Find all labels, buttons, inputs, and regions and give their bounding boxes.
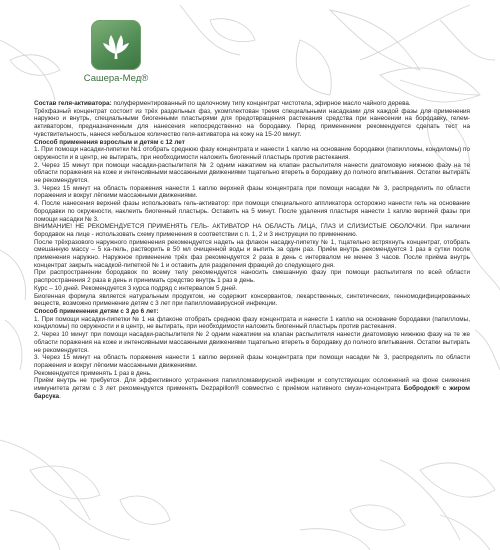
magnolia-flower-icon	[91, 20, 141, 70]
brand-logo	[78, 20, 154, 84]
paragraph: Состав геля-активатора: полуферментированный по щелочному типу концентрат чистотела, эфирное масло чайного дерева.	[34, 100, 411, 107]
paragraph: ВНИМАНИЕ! НЕ РЕКОМЕНДУЕТСЯ ПРИМЕНЯТЬ ГЕЛЬ- АКТИВАТОР НА ОБЛАСТЬ ЛИЦА, ГЛАЗ И СЛИЗИСТЫЕ ОБОЛОЧКИ. При наличии бородавок на лице - использовать схему применения в соответствии с п. 1, 2 и 3 инструкции по применению.	[34, 223, 470, 238]
paragraph: 3. Через 15 минут на область поражения нанести 1 каплю верхней фазы концентрата при помощи насадки № 3, распределить по области поражения и вокруг лёгкими массажными движениями.	[34, 184, 470, 200]
paragraph: 4. После нанесения верхней фазы использовать гель-активатор: при помощи специального аппликатора осторожно нанести гель на основание бородавки по окружности, наклеить биогенный пластырь. Оставить на 5 минут. После удаления пластыря нанести 1 каплю верхней фазы при помощи насадки № 3.	[34, 200, 470, 223]
paragraph: После трёхразового наружного применения рекомендуется надеть на флакон насадку-пипетку № 1, тщательно встряхнуть концентрат, отобрать смешанную массу – 5 ка-пель, растворить в 50 мл очищенной воды и выпить за один раз. Приём внутрь рекомендуется 1 раз в сутки после применения наружно. Наружное применение трёх фаз рекомендуется 2 раза в день с интервалом не менее 3 часов. После приёма внутрь концентрат закрыть насадкой-пипеткой № 1 и оставить для разделения фракций до следующего дня.	[34, 238, 470, 269]
paragraph: 1. При помощи насадки-пипетки №1 отобрать среднюю фазу концентрата и нанести 1 каплю на основание бородавки (папилломы, кондиломы) по окружности и в центр, не вытирать, при необходимости наложить биогенный пластырь против растекания.	[34, 146, 470, 161]
paragraph: Рекомендуется применять 1 раз в день.	[34, 369, 152, 377]
paragraph: Приём внутрь не требуется. Для эффективного устранения папилломавирусной инфекции и сопутствующих осложнений на фоне снижения иммунитета детям с 3 лет рекомендуется применять Dezpapillon® совместно с приёмом нативного смузи-концентрата Бобродок® с жиром барсука.	[34, 377, 470, 400]
brand-name: Сашера-Мед®	[83, 73, 149, 84]
paragraph: 2. Через 10 минут при помощи насадки-распылителя № 2 одним нажатием на клапан распылителя нанести диатомовую нижнюю фазу на те же области поражения на коже и интенсивными массажными движениями тщательно втереть в бородавку до полного впитывания. Остатки вытирать не рекомендуется.	[34, 331, 470, 354]
paragraph: При распространении бородавок по всему телу рекомендуется наносить смешанную фазу при помощи распылителя по всей области распространения 2 раза в день и принимать средство внутрь 1 раз в день.	[34, 269, 470, 285]
section-heading: Способ применения детям с 3 до 6 лет:	[34, 307, 159, 315]
instruction-text	[34, 100, 470, 400]
paragraph: 1. При помощи насадки-пипетки № 1 на флаконе отобрать среднюю фазу концентрата и нанести 1 каплю на основание бородавки (папилломы, кондиломы) по окружности и в центр, не вытирать, при необходимости наложить биогенный пластырь против растекания.	[34, 315, 470, 331]
paragraph: Биогенная формула является натуральным продуктом, не содержит консервантов, лекарственных, синтетических, генномодифицированных веществ, возможно применение детям с 3 лет при папилломавирусной инфекции.	[34, 292, 470, 308]
paragraph: Трёхфазный концентрат состоит из трёх раздельных фаз, укомплектован тремя специальными насадками для каждой фазы для применения наружно и внутрь, специальными биогенными пластырями для предотвращения растекания средства при нанесении на бородавку, гелем-активатором, предназначенным для нанесения непосредственно на бородавку. Перед применением рекомендуется сделать тест на чувствительность, нанеся небольшое количество геля-активатора на кожу на 15-20 минут.	[34, 107, 470, 138]
section-heading: Способ применения взрослым и детям с 12 лет	[34, 138, 185, 146]
paragraph: 2. Через 15 минут при помощи насадки-распылителя № 2 одним нажатием на клапан распылителя нанести диатомовую нижнюю фазу на те области поражения на коже и интенсивными массажными движениями тщательно втереть в бородавку до полного впитывания. Остатки вытирать не рекомендуется.	[34, 161, 470, 185]
paragraph: 3. Через 15 минут на область поражения нанести 1 каплю верхней фазы концентрата при помощи насадки № 3, распределить по области поражения и вокруг лёгкими массажными движениями.	[34, 354, 470, 369]
paragraph: Курс – 10 дней. Рекомендуется 3 курса подряд с интервалом 5 дней.	[34, 284, 238, 292]
